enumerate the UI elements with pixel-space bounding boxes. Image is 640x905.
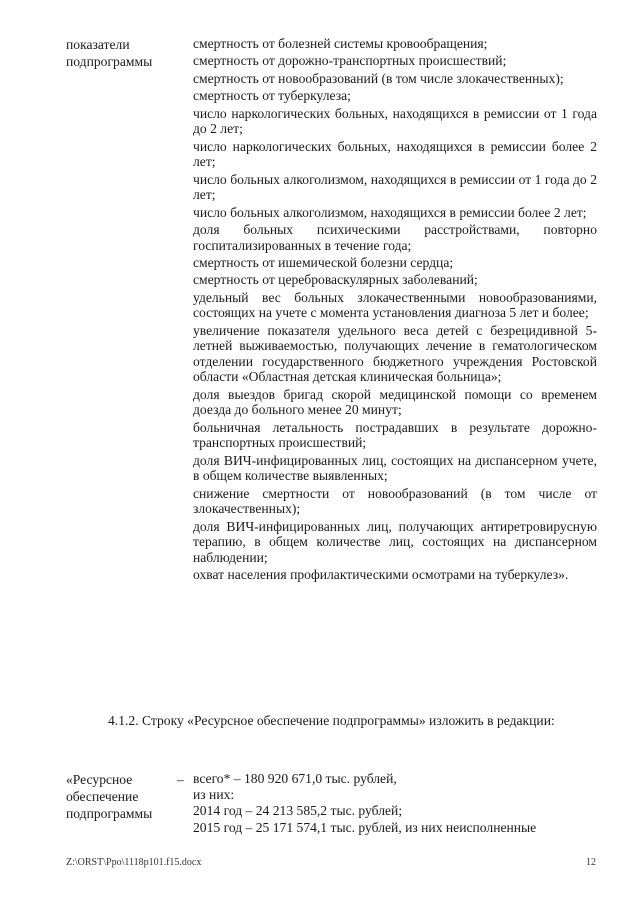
row-label-indicators — [66, 36, 186, 70]
indicator-item: доля ВИЧ-инфицированных лиц, состоящих на диспансерном учете, в общем количестве выявленных; — [193, 452, 597, 484]
indicator-item: смертность от туберкулеза; — [193, 88, 351, 104]
indicator-item: больничная летальность пострадавших в результате дорожно-транспортных происшествий; — [193, 419, 597, 451]
section-paragraph: 4.1.2. Строку «Ресурсное обеспечение подпрограммы» изложить в редакции: — [108, 713, 555, 728]
row-label-resources — [66, 771, 176, 823]
indicators-list — [193, 36, 597, 585]
indicator-item: число наркологических больных, находящихся в ремиссии более 2 лет; — [193, 138, 597, 170]
indicator-item: доля выездов бригад скорой медицинской помощи со временем доезда до больного менее 20 минут; — [193, 386, 597, 418]
indicator-item: смертность от ишемической болезни сердца; — [193, 254, 454, 270]
resource-line: 2015 год – 25 171 574,1 тыс. рублей, из них неисполненные — [193, 819, 537, 835]
row-label-line: «Ресурсное — [66, 772, 133, 787]
row-label-line: показатели — [66, 37, 130, 52]
indicator-item: увеличение показателя удельного веса детей с безрецидивной 5-летней выживаемостью, получающих лечение в гематологическом отделении государственного бюджетного учреждения Ростовской области «Областная детская клиническая больница»; — [193, 322, 597, 385]
indicator-item: смертность от новообразований (в том числе злокачественных); — [193, 70, 564, 86]
indicator-item: число больных алкоголизмом, находящихся в ремиссии от 1 года до 2 лет; — [193, 171, 597, 203]
resource-line: из них: — [193, 787, 235, 803]
indicator-item: смертность от дорожно-транспортных происшествий; — [193, 53, 507, 69]
indicator-item: снижение смертности от новообразований (в том числе от злокачественных); — [193, 485, 597, 517]
indicator-item: смертность от цереброваскулярных заболеваний; — [193, 272, 478, 288]
resources-content — [193, 771, 597, 836]
indicator-item: доля ВИЧ-инфицированных лиц, получающих антиретровирусную терапию, в общем количестве лиц, состоящих на диспансерном наблюдении; — [193, 518, 597, 565]
row-dash: – — [177, 772, 184, 787]
row-label-line: подпрограммы — [66, 54, 153, 70]
indicator-item: смертность от болезней системы кровообращения; — [193, 36, 488, 51]
page-number: 12 — [586, 857, 596, 868]
resource-line: 2014 год – 24 213 585,2 тыс. рублей; — [193, 803, 403, 819]
indicator-item: удельный вес больных злокачественными новообразованиями, состоящих на учете с момента установления диагноза 5 лет и более; — [193, 289, 597, 321]
resource-line: всего* – 180 920 671,0 тыс. рублей, — [193, 771, 397, 786]
indicator-item: доля больных психическими расстройствами, повторно госпитализированных в течение года; — [193, 221, 597, 253]
row-label-line: обеспечение — [66, 789, 139, 805]
indicator-item: число больных алкоголизмом, находящихся в ремиссии более 2 лет; — [193, 204, 587, 220]
indicator-item: охват населения профилактическими осмотрами на туберкулез». — [193, 567, 569, 583]
row-label-line: подпрограммы — [66, 806, 153, 822]
footer-file-path: Z:\ORST\Ppo\1118p101.f15.docx — [66, 857, 202, 868]
indicator-item: число наркологических больных, находящихся в ремиссии от 1 года до 2 лет; — [193, 105, 597, 137]
